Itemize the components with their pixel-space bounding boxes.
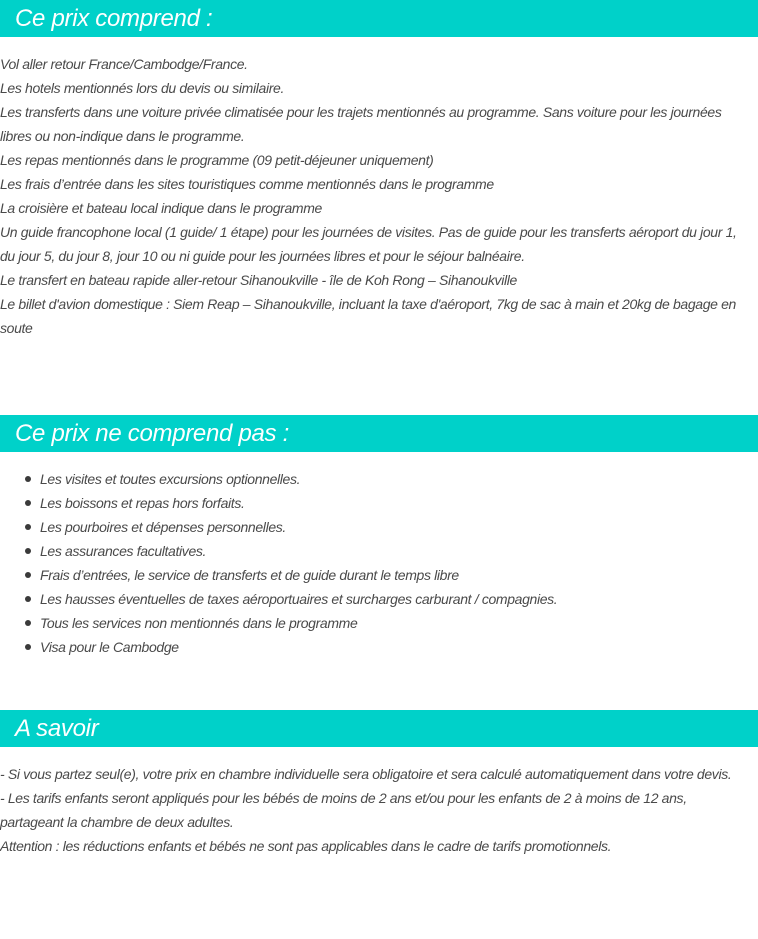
excluded-item: Tous les services non mentionnés dans le programme <box>0 611 758 635</box>
bullet-icon <box>25 500 31 506</box>
bullet-icon <box>25 596 31 602</box>
good-to-know-item: Attention : les réductions enfants et bébés ne sont pas applicables dans le cadre de tarifs promotionnels. <box>0 838 612 854</box>
included-list <box>0 52 752 340</box>
section-title-excluded: Ce prix ne comprend pas : <box>15 420 289 447</box>
section-title-included: Ce prix comprend : <box>15 5 213 32</box>
section-header-included <box>0 0 758 37</box>
included-item: Vol aller retour France/Cambodge/France. <box>0 56 248 72</box>
bullet-icon <box>25 572 31 578</box>
excluded-item: Les hausses éventuelles de taxes aéroportuaires et surcharges carburant / compagnies. <box>0 587 758 611</box>
section-header-good-to-know <box>0 710 758 747</box>
good-to-know-item: - Si vous partez seul(e), votre prix en chambre individuelle sera obligatoire et sera calculé automatiquement dans votre devis. <box>0 766 732 782</box>
included-item: Les transferts dans une voiture privée climatisée pour les trajets mentionnés au programme. Sans voiture pour les journées libres ou non-indique dans le programme. <box>0 104 722 144</box>
bullet-icon <box>25 620 31 626</box>
excluded-item: Visa pour le Cambodge <box>0 635 758 659</box>
included-item: Un guide francophone local (1 guide/ 1 étape) pour les journées de visites. Pas de guide pour les transferts aéroport du jour 1, du jour 5, du jour 8, jour 10 ou ni guide pour les journées libres et pour le séjour balnéaire. <box>0 224 737 264</box>
bullet-icon <box>25 476 31 482</box>
bullet-icon <box>25 548 31 554</box>
bullet-icon <box>25 524 31 530</box>
included-item: Le transfert en bateau rapide aller-retour Sihanoukville - île de Koh Rong – Sihanoukville <box>0 272 517 288</box>
excluded-item: Les boissons et repas hors forfaits. <box>0 491 758 515</box>
included-item: La croisière et bateau local indique dans le programme <box>0 200 322 216</box>
good-to-know-list <box>0 762 752 858</box>
excluded-item: Les pourboires et dépenses personnelles. <box>0 515 758 539</box>
excluded-list <box>0 467 758 659</box>
included-item: Les frais d’entrée dans les sites touristiques comme mentionnés dans le programme <box>0 176 494 192</box>
excluded-item: Les assurances facultatives. <box>0 539 758 563</box>
section-title-good-to-know: A savoir <box>15 715 99 742</box>
section-header-excluded <box>0 415 758 452</box>
excluded-item: Les visites et toutes excursions optionnelles. <box>0 467 758 491</box>
included-item: Les hotels mentionnés lors du devis ou similaire. <box>0 80 285 96</box>
bullet-icon <box>25 644 31 650</box>
included-item: Le billet d'avion domestique : Siem Reap – Sihanoukville, incluant la taxe d'aéroport, 7kg de sac à main et 20kg de bagage en soute <box>0 296 736 336</box>
excluded-item: Frais d’entrées, le service de transferts et de guide durant le temps libre <box>0 563 758 587</box>
included-item: Les repas mentionnés dans le programme (09 petit-déjeuner uniquement) <box>0 152 434 168</box>
good-to-know-item: - Les tarifs enfants seront appliqués pour les bébés de moins de 2 ans et/ou pour les enfants de 2 à moins de 12 ans, partageant la chambre de deux adultes. <box>0 790 687 830</box>
